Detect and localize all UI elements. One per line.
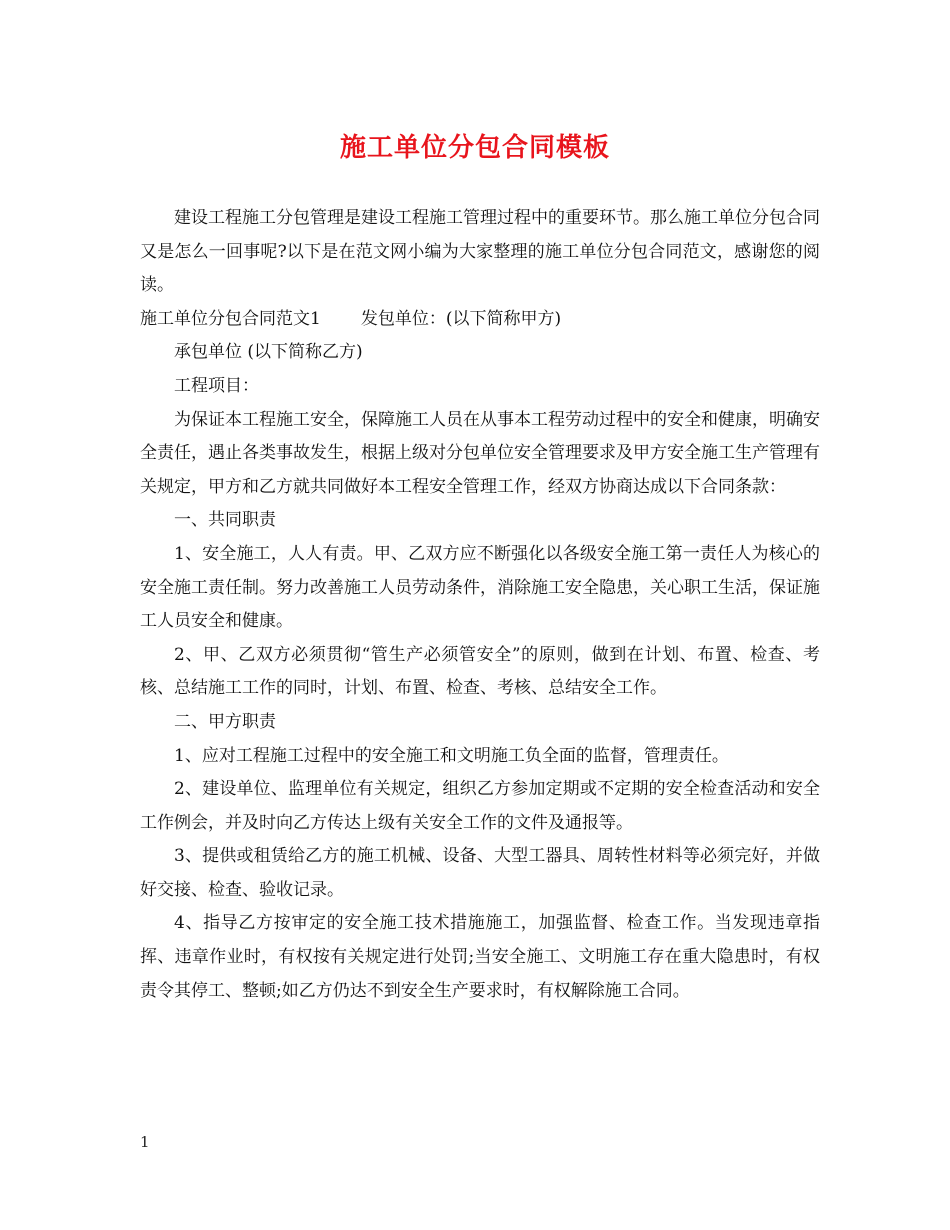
party-a-duty-3: 3、提供或租赁给乙方的施工机械、设备、大型工器具、周转性材料等必须完好，并做好交接、检查、验收记录。: [140, 846, 820, 900]
intro-paragraph: 建设工程施工分包管理是建设工程施工管理过程中的重要环节。那么施工单位分包合同又是怎么一回事呢?以下是在范文网小编为大家整理的施工单位分包合同范文，感谢您的阅读。: [140, 208, 820, 296]
party-a-duty-1: 1、应对工程施工过程中的安全施工和文明施工负全面的监督，管理责任。: [174, 745, 729, 766]
contract-heading-line: [140, 303, 820, 337]
issuing-party-label: 发包单位：(以下简称甲方): [360, 308, 562, 329]
contract-sample-label: 施工单位分包合同范文1: [140, 308, 321, 329]
purpose-paragraph: 为保证本工程施工安全，保障施工人员在从事本工程劳动过程中的安全和健康，明确安全责任，遇止各类事故发生，根据上级对分包单位安全管理要求及甲方安全施工生产管理有关规定，甲方和乙方就共同做好本工程安全管理工作，经双方协商达成以下合同条款：: [140, 409, 820, 497]
project-line: 工程项目：: [174, 375, 259, 396]
document-title: 施工单位分包合同模板: [339, 133, 610, 163]
shared-duty-1: 1、安全施工，人人有责。甲、乙双方应不断强化以各级安全施工第一责任人为核心的安全施工责任制。努力改善施工人员劳动条件，消除施工安全隐患，关心职工生活，保证施工人员安全和健康。: [140, 543, 820, 632]
shared-duty-2: 2、甲、乙双方必须贯彻“管生产必须管安全”的原则，做到在计划、布置、检查、考核、总结施工工作的同时，计划、布置、检查、考核、总结安全工作。: [140, 644, 820, 699]
document-body: [140, 202, 820, 1008]
party-a-duty-4: 4、指导乙方按审定的安全施工技术措施施工，加强监督、检查工作。当发现违章指挥、违章作业时，有权按有关规定进行处罚;当安全施工、文明施工存在重大隐患时，有权责令其停工、整顿;如乙方仍达不到安全生产要求时，有权解除施工合同。: [140, 913, 820, 1001]
section-heading-party-a-duties: 二、甲方职责: [174, 711, 276, 732]
contractor-party-line: 承包单位 (以下简称乙方): [174, 342, 363, 363]
section-heading-shared-duties: 一、共同职责: [174, 510, 276, 531]
page-number: 1: [140, 1133, 150, 1151]
party-a-duty-2: 2、建设单位、监理单位有关规定，组织乙方参加定期或不定期的安全检查活动和安全工作例会，并及时向乙方传达上级有关安全工作的文件及通报等。: [140, 779, 820, 833]
